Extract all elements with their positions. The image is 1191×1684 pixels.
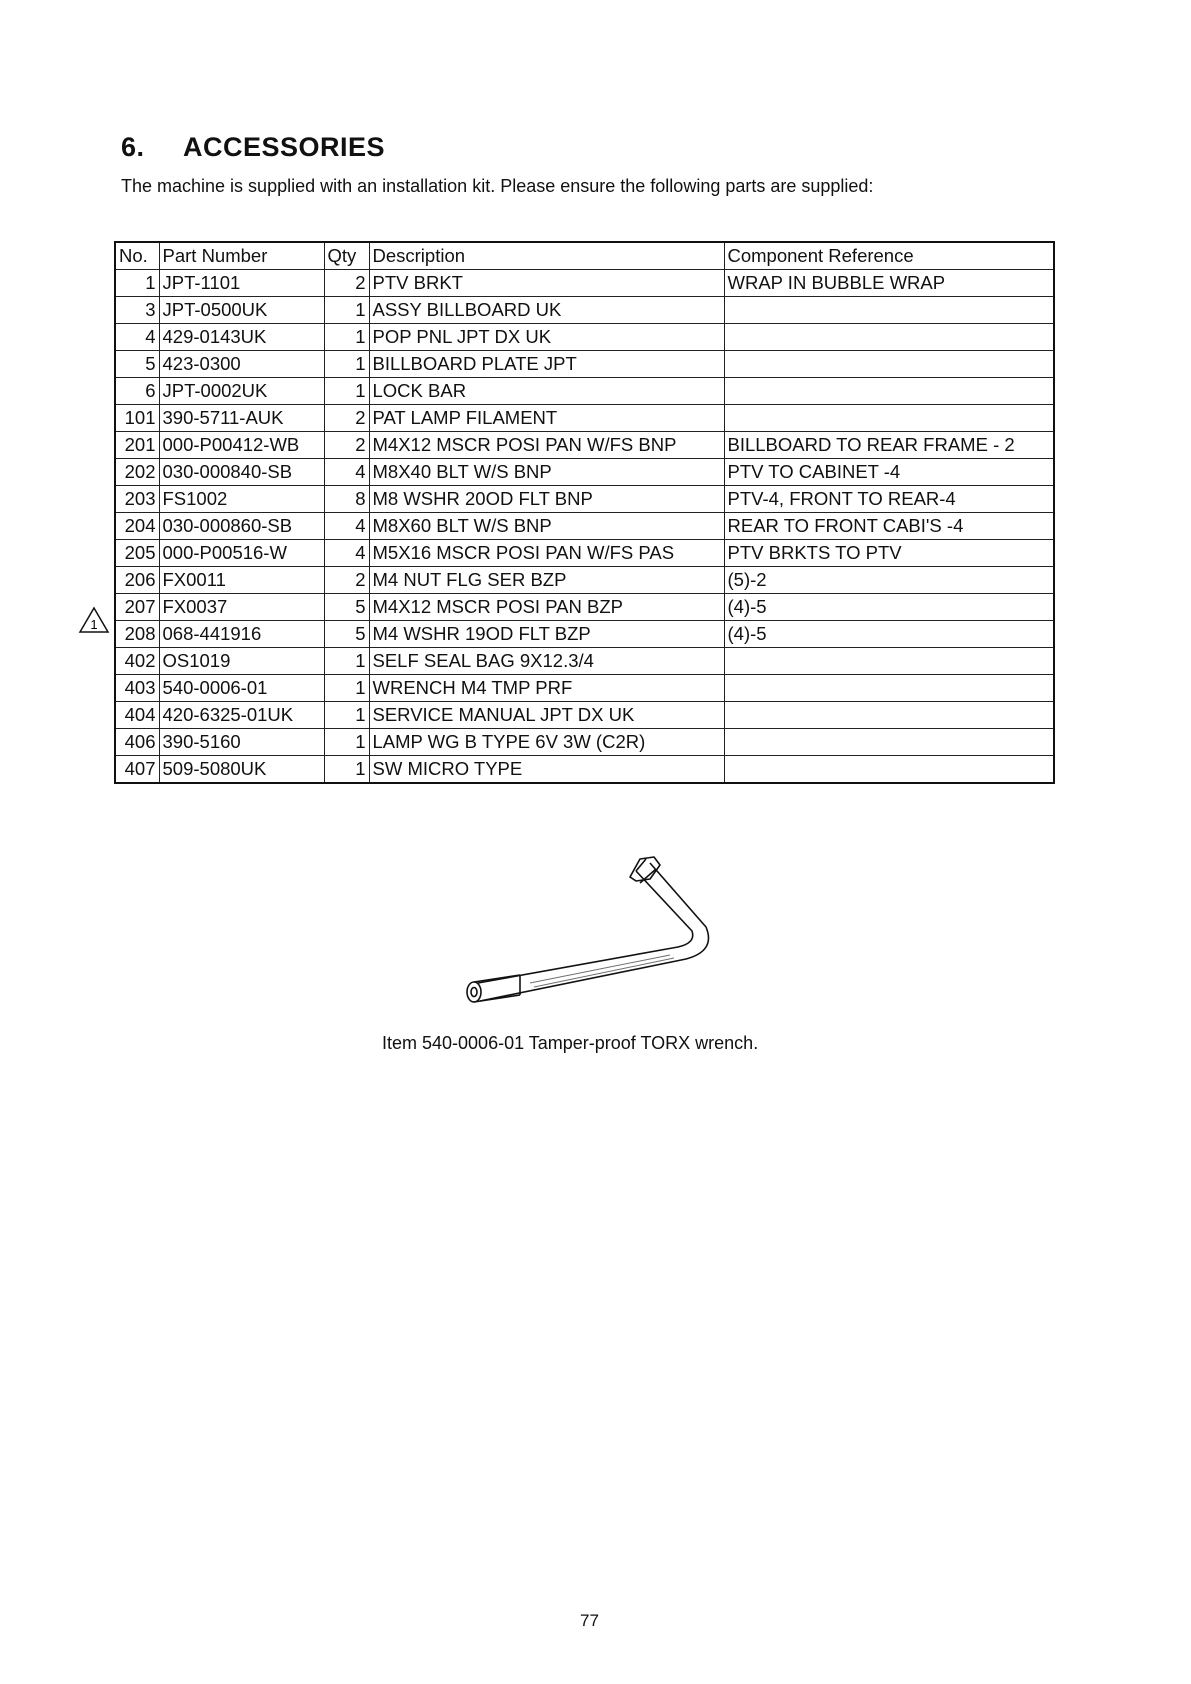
cell-component-reference (724, 351, 1054, 378)
cell-no: 205 (115, 540, 159, 567)
cell-part-number: 423-0300 (159, 351, 324, 378)
cell-part-number: 420-6325-01UK (159, 702, 324, 729)
cell-description: SERVICE MANUAL JPT DX UK (369, 702, 724, 729)
cell-qty: 5 (324, 621, 369, 648)
cell-description: LAMP WG B TYPE 6V 3W (C2R) (369, 729, 724, 756)
cell-no: 1 (115, 270, 159, 297)
cell-part-number: 429-0143UK (159, 324, 324, 351)
table-row (115, 513, 1054, 540)
table-row (115, 297, 1054, 324)
table-row (115, 351, 1054, 378)
revision-triangle-icon (78, 606, 110, 634)
cell-component-reference (724, 702, 1054, 729)
header-qty: Qty (324, 242, 369, 270)
cell-qty: 4 (324, 513, 369, 540)
cell-qty: 1 (324, 297, 369, 324)
cell-no: 203 (115, 486, 159, 513)
cell-qty: 1 (324, 324, 369, 351)
cell-qty: 2 (324, 567, 369, 594)
cell-part-number: 000-P00412-WB (159, 432, 324, 459)
table-row (115, 594, 1054, 621)
table-row (115, 324, 1054, 351)
cell-description: ASSY BILLBOARD UK (369, 297, 724, 324)
cell-no: 404 (115, 702, 159, 729)
cell-component-reference (724, 729, 1054, 756)
cell-component-reference (724, 324, 1054, 351)
cell-part-number: 000-P00516-W (159, 540, 324, 567)
table-row (115, 486, 1054, 513)
table-row (115, 459, 1054, 486)
table-row (115, 729, 1054, 756)
table-row (115, 405, 1054, 432)
cell-no: 407 (115, 756, 159, 784)
cell-part-number: 390-5711-AUK (159, 405, 324, 432)
cell-component-reference: WRAP IN BUBBLE WRAP (724, 270, 1054, 297)
cell-qty: 4 (324, 459, 369, 486)
cell-component-reference: (4)-5 (724, 621, 1054, 648)
table-row (115, 648, 1054, 675)
cell-part-number: 030-000860-SB (159, 513, 324, 540)
cell-no: 208 (115, 621, 159, 648)
cell-part-number: OS1019 (159, 648, 324, 675)
table-row (115, 567, 1054, 594)
intro-text: The machine is supplied with an installation kit. Please ensure the following parts are supplied: (121, 176, 874, 196)
cell-part-number: 509-5080UK (159, 756, 324, 784)
cell-description: SELF SEAL BAG 9X12.3/4 (369, 648, 724, 675)
cell-component-reference: PTV-4, FRONT TO REAR-4 (724, 486, 1054, 513)
cell-part-number: JPT-0002UK (159, 378, 324, 405)
cell-no: 204 (115, 513, 159, 540)
cell-component-reference: PTV BRKTS TO PTV (724, 540, 1054, 567)
cell-description: POP PNL JPT DX UK (369, 324, 724, 351)
torx-wrench-illustration (460, 855, 730, 1010)
cell-qty: 1 (324, 648, 369, 675)
cell-qty: 2 (324, 270, 369, 297)
cell-qty: 1 (324, 756, 369, 784)
cell-description: BILLBOARD PLATE JPT (369, 351, 724, 378)
cell-no: 201 (115, 432, 159, 459)
cell-qty: 1 (324, 729, 369, 756)
cell-qty: 1 (324, 675, 369, 702)
table-row (115, 540, 1054, 567)
cell-component-reference (724, 378, 1054, 405)
table-row (115, 756, 1054, 784)
section-title: ACCESSORIES (183, 132, 386, 162)
section-number: 6. (121, 132, 145, 162)
cell-description: M8 WSHR 20OD FLT BNP (369, 486, 724, 513)
table-row (115, 702, 1054, 729)
cell-component-reference (724, 648, 1054, 675)
table-row (115, 378, 1054, 405)
cell-description: M8X60 BLT W/S BNP (369, 513, 724, 540)
cell-description: M4 WSHR 19OD FLT BZP (369, 621, 724, 648)
cell-part-number: 390-5160 (159, 729, 324, 756)
cell-part-number: 540-0006-01 (159, 675, 324, 702)
cell-qty: 1 (324, 351, 369, 378)
cell-qty: 8 (324, 486, 369, 513)
cell-component-reference: REAR TO FRONT CABI'S -4 (724, 513, 1054, 540)
cell-no: 101 (115, 405, 159, 432)
cell-qty: 4 (324, 540, 369, 567)
header-component-reference: Component Reference (724, 242, 1054, 270)
wrench-caption: Item 540-0006-01 Tamper-proof TORX wrench. (382, 1033, 759, 1053)
accessories-table (114, 241, 1055, 784)
cell-qty: 2 (324, 432, 369, 459)
cell-no: 6 (115, 378, 159, 405)
cell-qty: 2 (324, 405, 369, 432)
cell-description: PTV BRKT (369, 270, 724, 297)
table-row (115, 432, 1054, 459)
cell-part-number: FX0011 (159, 567, 324, 594)
cell-no: 406 (115, 729, 159, 756)
cell-part-number: FS1002 (159, 486, 324, 513)
table-body (115, 270, 1054, 784)
revision-number: 1 (90, 617, 98, 632)
header-part-number: Part Number (159, 242, 324, 270)
cell-description: M8X40 BLT W/S BNP (369, 459, 724, 486)
cell-component-reference: PTV TO CABINET -4 (724, 459, 1054, 486)
header-description: Description (369, 242, 724, 270)
cell-qty: 1 (324, 378, 369, 405)
cell-qty: 5 (324, 594, 369, 621)
cell-description: PAT LAMP FILAMENT (369, 405, 724, 432)
cell-component-reference: (4)-5 (724, 594, 1054, 621)
cell-part-number: 068-441916 (159, 621, 324, 648)
cell-no: 207 (115, 594, 159, 621)
page-number: 77 (580, 1611, 599, 1630)
cell-description: M4X12 MSCR POSI PAN BZP (369, 594, 724, 621)
cell-no: 5 (115, 351, 159, 378)
table-row (115, 675, 1054, 702)
cell-component-reference (724, 675, 1054, 702)
cell-no: 4 (115, 324, 159, 351)
cell-description: M4X12 MSCR POSI PAN W/FS BNP (369, 432, 724, 459)
table-row (115, 270, 1054, 297)
cell-component-reference (724, 756, 1054, 784)
cell-no: 3 (115, 297, 159, 324)
table-header-row (115, 242, 1054, 270)
cell-part-number: JPT-0500UK (159, 297, 324, 324)
cell-description: M4 NUT FLG SER BZP (369, 567, 724, 594)
section-heading (121, 132, 385, 163)
cell-no: 402 (115, 648, 159, 675)
cell-no: 202 (115, 459, 159, 486)
cell-no: 403 (115, 675, 159, 702)
table-row (115, 621, 1054, 648)
cell-component-reference: (5)-2 (724, 567, 1054, 594)
cell-qty: 1 (324, 702, 369, 729)
cell-part-number: 030-000840-SB (159, 459, 324, 486)
cell-description: M5X16 MSCR POSI PAN W/FS PAS (369, 540, 724, 567)
cell-description: WRENCH M4 TMP PRF (369, 675, 724, 702)
cell-description: LOCK BAR (369, 378, 724, 405)
cell-component-reference: BILLBOARD TO REAR FRAME - 2 (724, 432, 1054, 459)
cell-description: SW MICRO TYPE (369, 756, 724, 784)
cell-no: 206 (115, 567, 159, 594)
cell-part-number: FX0037 (159, 594, 324, 621)
cell-component-reference (724, 297, 1054, 324)
cell-part-number: JPT-1101 (159, 270, 324, 297)
header-no: No. (115, 242, 159, 270)
cell-component-reference (724, 405, 1054, 432)
